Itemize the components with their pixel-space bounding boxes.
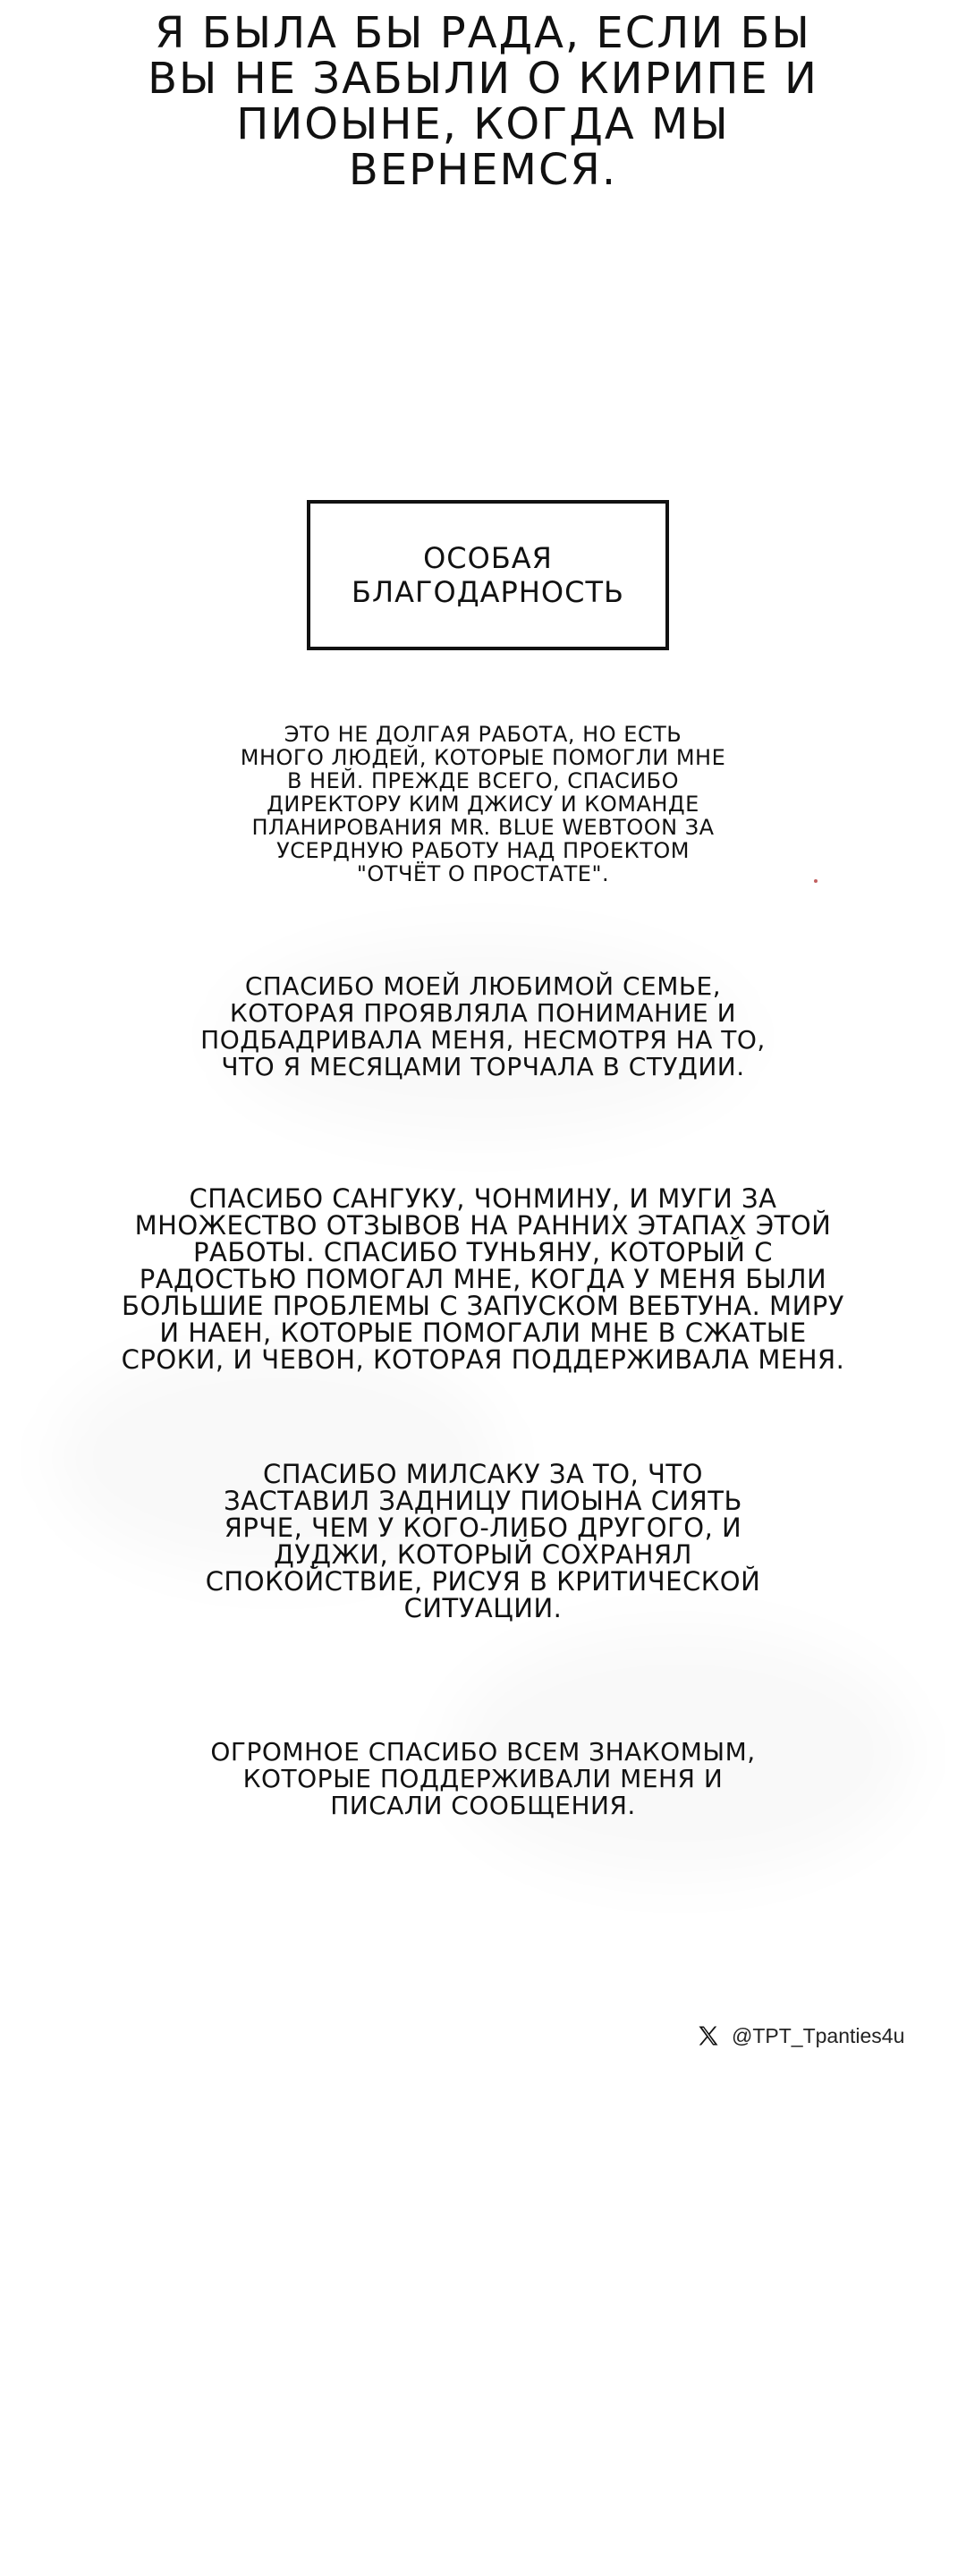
social-handle: @TPT_Tpanties4u [732, 2023, 905, 2047]
thanks-paragraph-assistants: СПАСИБО САНГУКУ, ЧОНМИНУ, И МУГИ ЗА МНОЖЕСТВО ОТЗЫВОВ НА РАННИХ ЭТАПАХ ЭТОЙ РАБОТЫ. СПАСИБО ТУНЬЯНУ, КОТОРЫЙ С РАДОСТЬЮ ПОМОГАЛ МНЕ, КОГДА У МЕНЯ БЫЛИ БОЛЬШИЕ ПРОБЛЕМЫ С ЗАПУСКОМ ВЕБТУНА. МИРУ И НАЕН, КОТОРЫЕ ПОМОГАЛИ МНЕ В СЖАТЫЕ СРОКИ, И ЧЕВОН, КОТОРАЯ ПОДДЕРЖИВАЛА МЕНЯ. [121, 1183, 845, 1375]
stray-dot [814, 879, 818, 883]
thanks-paragraph-milsak: СПАСИБО МИЛСАКУ ЗА ТО, ЧТО ЗАСТАВИЛ ЗАДНИЦУ ПИОЫНА СИЯТЬ ЯРЧЕ, ЧЕМ У КОГО-ЛИБО ДРУГОГО, И ДУДЖИ, КОТОРЫЙ СОХРАНЯЛ СПОКОЙСТВИЕ, РИСУЯ В КРИТИЧЕСКОЙ СИТУАЦИИ. [205, 1459, 761, 1623]
special-thanks-title: ОСОБАЯ БЛАГОДАРНОСТЬ [352, 541, 624, 609]
thanks-paragraph-team: ЭТО НЕ ДОЛГАЯ РАБОТА, НО ЕСТЬ МНОГО ЛЮДЕЙ, КОТОРЫЕ ПОМОГЛИ МНЕ В НЕЙ. ПРЕЖДЕ ВСЕГО, СПАСИБО ДИРЕКТОРУ КИМ ДЖИСУ И КОМАНДЕ ПЛАНИРОВАНИЯ MR. BLUE WEBTOON ЗА УСЕРДНУЮ РАБОТУ НАД ПРОЕКТОМ "ОТЧЁТ О ПРОСТАТЕ". [240, 722, 726, 886]
x-logo-icon [696, 2023, 721, 2048]
social-credit [696, 2023, 904, 2048]
thanks-paragraph-family: СПАСИБО МОЕЙ ЛЮБИМОЙ СЕМЬЕ, КОТОРАЯ ПРОЯВЛЯЛА ПОНИМАНИЕ И ПОДБАДРИВАЛА МЕНЯ, НЕСМОТРЯ НА ТО, ЧТО Я МЕСЯЦАМИ ТОРЧАЛА В СТУДИИ. [200, 971, 766, 1081]
closing-message-heading: Я БЫЛА БЫ РАДА, ЕСЛИ БЫ ВЫ НЕ ЗАБЫЛИ О КИРИПЕ И ПИОЫНЕ, КОГДА МЫ ВЕРНЕМСЯ. [148, 8, 818, 195]
thanks-paragraph-friends: ОГРОМНОЕ СПАСИБО ВСЕМ ЗНАКОМЫМ, КОТОРЫЕ ПОДДЕРЖИВАЛИ МЕНЯ И ПИСАЛИ СООБЩЕНИЯ. [210, 1737, 756, 1820]
special-thanks-box [307, 500, 669, 650]
